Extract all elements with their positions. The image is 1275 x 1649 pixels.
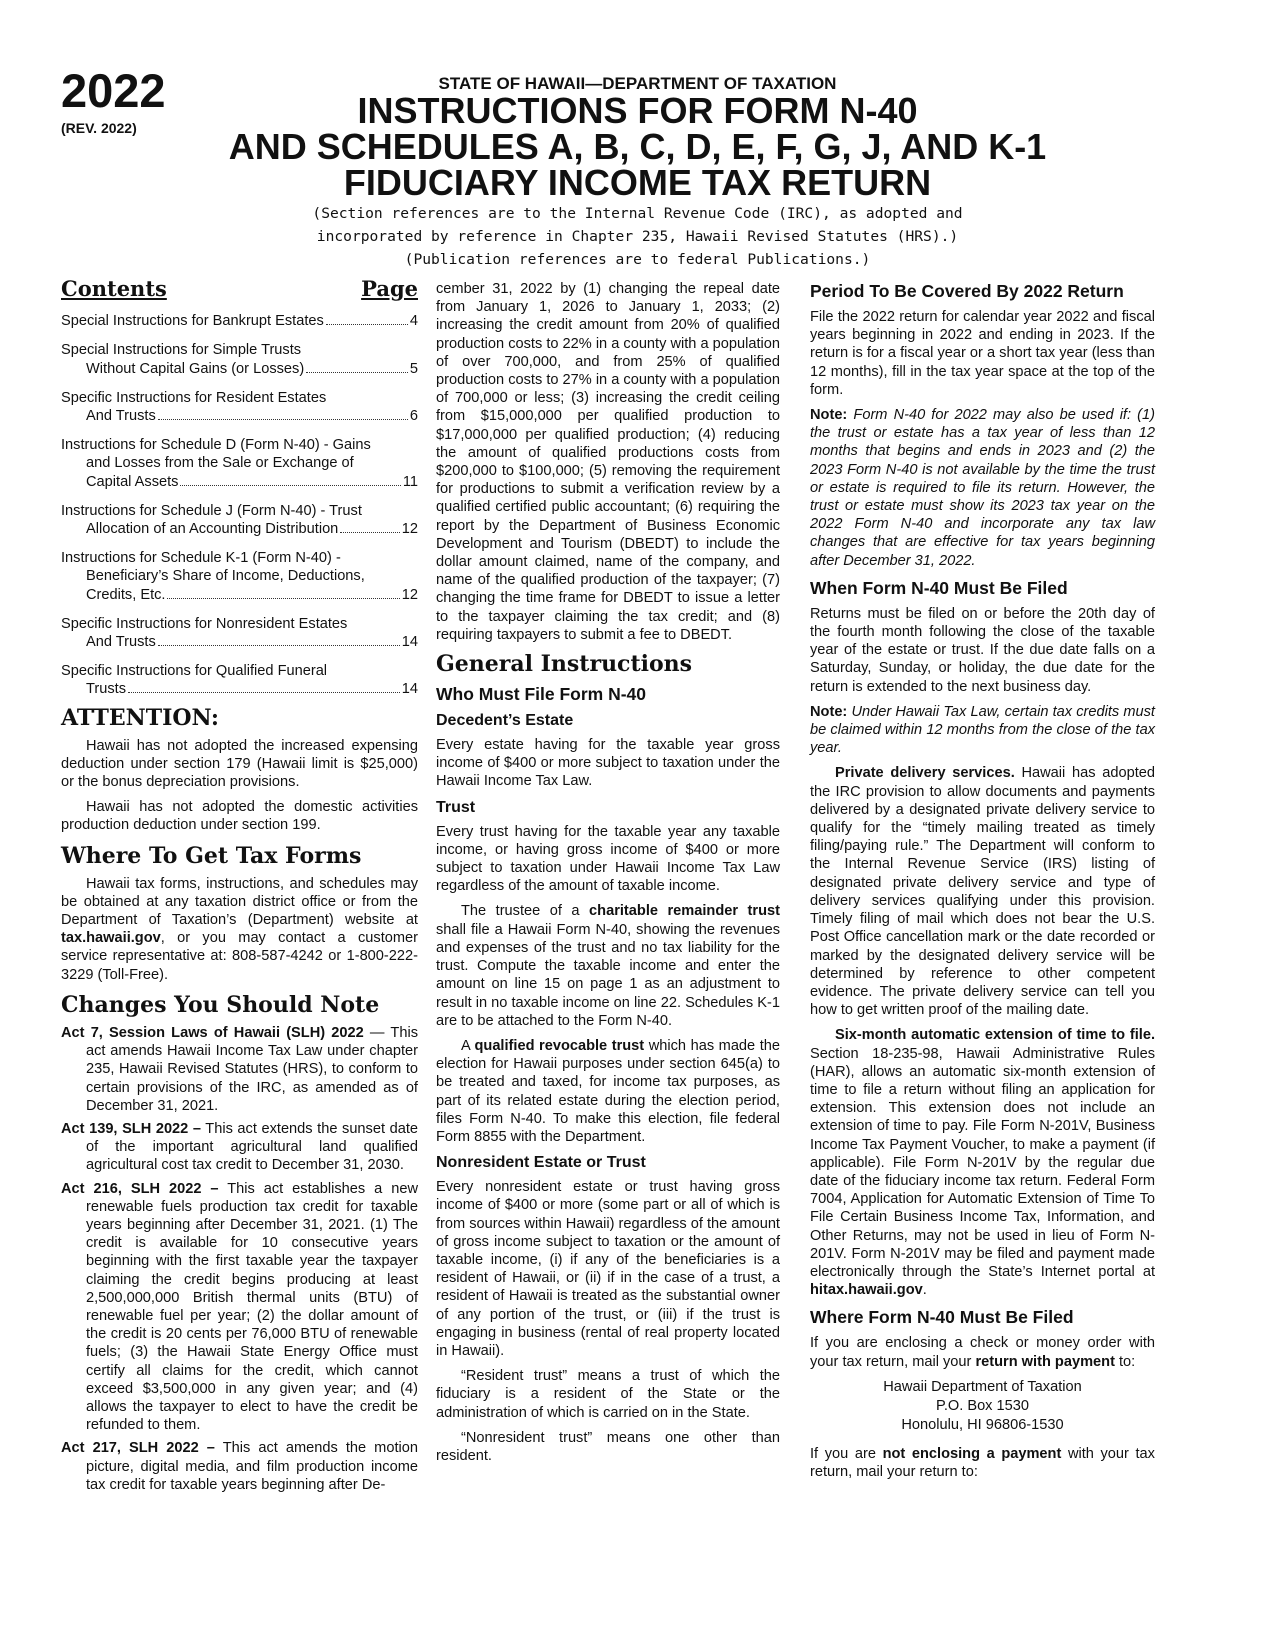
subtitle-line-1: (Section references are to the Internal Revenue Code (IRC), as adopted and (312, 205, 963, 222)
nonresident-paragraph: Every nonresident estate or trust having gross income of $400 or more (some part or all of which is from sources within Hawaii) regardless of the amount of gross income subject to taxation or the amount of taxable income, (i) if any of the beneficiaries is a resident of Hawaii, or (ii) if in the case of a trust, a resident of Hawaii is treated as the substantial owner of any portion of the trust, or (iii) if the trust is engaging in business (rental of real property located in Hawaii). (436, 1179, 780, 1359)
page-heading: Page (361, 276, 418, 301)
period-paragraph: File the 2022 return for calendar year 2022 and fiscal years beginning in 2022 and ending in 2023. If the return is for a fiscal year or a short tax year (less than 12 months), fill in the tax year space at the top of the form. (810, 309, 1155, 398)
toc-item[interactable] (61, 662, 418, 698)
decedent-estate-heading: Decedent’s Estate (436, 712, 574, 730)
where-forms-paragraph: Hawaii tax forms, instructions, and schedules may be obtained at any taxation district office or from the Department of Taxation’s (Department) website at tax.hawaii.gov, or you may contact a customer service representative at: 808-587-4242 or 1-800-222-3229 (Toll-Free). (61, 875, 418, 983)
where-forms-heading: Where To Get Tax Forms (61, 842, 362, 869)
toc-label: Special Instructions for Simple Trusts (61, 342, 302, 359)
change-act-217: Act 217, SLH 2022 – This act amends the motion picture, digital media, and film production income tax credit for taxable years beginning after De- (61, 1440, 418, 1493)
extension-paragraph: Six-month automatic extension of time to file. Section 18-235-98, Hawaii Administrative Rules (HAR), allows an automatic six-month extension of time to file a return without filing an application for extension. This extension does not include an extension of time to pay. File Form N-201V, Business Income Tax Payment Voucher, to make a payment (if applicable). File Form N-201V by the regular due date of the fiduciary income tax return. Federal Form 7004, Application for Automatic Extension of Time To File Certain Business Income Tax, Information, and Other Returns, may not be used in lieu of Form N-201V. Form N-201V may be filed and payment made electronically through the State’s Internet portal at hitax.hawaii.gov. (810, 1027, 1155, 1299)
period-note: Note: Form N-40 for 2022 may also be used if: (1) the trust or estate has a tax year of less than 12 months that begins and ends in 2023 and (2) the 2023 Form N-40 is not available by the time the trust or estate is required to file its return. However, the trust or estate must show its 2023 tax year on the 2022 Form N-40 and incorporate any tax law changes that are effective for tax years beginning after December 31, 2022. (810, 407, 1155, 569)
toc-page: 12 (401, 521, 418, 538)
toc-item[interactable] (61, 502, 418, 538)
charitable-trust-paragraph: The trustee of a charitable remainder trust shall file a Hawaii Form N-40, showing the revenues and expenses of the trust and no tax liability for the trust. Compute the taxable income and enter the amount on line 15 on page 1 as an adjustment to result in no taxable income on line 22. Schedules K-1 are to be attached to the Form N-40. (436, 903, 780, 1029)
address-line: Hawaii Department of Taxation (883, 1378, 1082, 1395)
toc-label-cont: Without Capital Gains (or Losses) (86, 360, 305, 377)
when-heading: When Form N-40 Must Be Filed (810, 577, 1068, 598)
toc-page: 14 (401, 634, 418, 651)
toc-label: Instructions for Schedule D (Form N-40) - Gains (61, 437, 371, 454)
mailing-address (810, 1378, 1155, 1435)
nonresident-heading: Nonresident Estate or Trust (436, 1154, 646, 1172)
toc-label-cont: Allocation of an Accounting Distribution (86, 521, 339, 538)
toc-label-cont: Credits, Etc. (86, 586, 166, 603)
title-line-3: FIDUCIARY INCOME TAX RETURN (343, 162, 932, 203)
contents-heading: Contents (61, 276, 167, 301)
toc-label: Specific Instructions for Qualified Funeral (61, 663, 328, 680)
attention-paragraph: Hawaii has not adopted the increased expensing deduction under section 179 (Hawaii limit is $25,000) or the bonus depreciation provisions. (61, 737, 418, 791)
change-act-139: Act 139, SLH 2022 – This act extends the sunset date of the important agricultural land qualified agricultural cost tax credit to December 31, 2030. (61, 1120, 418, 1174)
tax-website-link[interactable]: tax.hawaii.gov (61, 930, 161, 947)
toc-item[interactable] (61, 436, 418, 491)
column-1 (61, 276, 418, 1499)
attention-paragraph: Hawaii has not adopted the domestic activities production deduction under section 199. (61, 799, 418, 834)
column-2 (436, 280, 780, 1472)
when-paragraph: Returns must be filed on or before the 20th day of the fourth month following the close of the taxable year of the estate or trust. If the due date falls on a Saturday, Sunday, or holiday, the due date for the return is extended to the next business day. (810, 605, 1155, 695)
change-act-216: Act 216, SLH 2022 – This act establishes a new renewable fuels production tax credit for taxable years beginning after December 31, 2021. (1) The credit is available for 10 consecutive years beginning with the first taxable year the taxpayer claiming the credit begins producing at least 2,500,000,000 British thermal units (BTU) of renewable fuel per year; (2) the dollar amount of the credit is 20 cents per 76,000 BTU of renewable fuels; (3) the Hawaii State Energy Office must certify all claims for the credit, which cannot exceed $3,500,000 in any given year; and (4) allows the taxpayer to elect to have the credit be refunded to them. (61, 1180, 418, 1434)
change-act-217-continued: cember 31, 2022 by (1) changing the repeal date from January 1, 2026 to January 1, 2033; (2) increasing the credit amount from 20% of qualified production costs to 22% in a county with a population of over 700,000, and from 25% of qualified production costs to 27% in a county with a population of 700,000 or less; (3) increasing the credit ceiling from $15,000,000 per qualified production to $17,000,000 per qualified production; (4) reducing the amount of qualified productions costs from $200,000 to $100,000; (5) removing the requirement for productions to submit a verification review by a qualified certified public accountant; (6) requiring the report by the Department of Business Economic Development and Tourism (DBEDT) to include the dollar amount claimed, name of the company, and name of the qualified production of the taxpayer; (7) changing the time frame for DBEDT to issue a letter to the taxpayer claiming the tax credit; and (8) requiring taxpayers to submit a fee to DBEDT. (436, 281, 780, 643)
private-delivery-paragraph: Private delivery services. Hawaii has adopted the IRC provision to allow documents and payments delivered by a designated private delivery service to qualify for the “timely mailing treated as timely filing/paying rule.” The Department will conform to the Internal Revenue Service (IRS) listing of designated private delivery service and type of delivery services qualifying under this provision. Timely filing of mail which does not bear the U.S. Post Office cancellation mark or the date recorded or marked by the designated delivery service will be determined by reference to other competent evidence. The private delivery service can tell you how to get written proof of the mailing date. (810, 765, 1155, 1019)
revision-label: (REV. 2022) (61, 120, 137, 136)
toc-label: Instructions for Schedule J (Form N-40) - Trust (61, 502, 362, 519)
who-must-file-heading: Who Must File Form N-40 (436, 684, 646, 705)
when-note: Note: Under Hawaii Tax Law, certain tax credits must be claimed within 12 months from the close of the tax year. (810, 703, 1155, 757)
toc-page: 11 (402, 473, 418, 490)
no-payment-paragraph: If you are not enclosing a payment with your tax return, mail your return to: (810, 1445, 1155, 1480)
toc-label: Specific Instructions for Nonresident Estates (61, 615, 348, 632)
toc-label: Instructions for Schedule K-1 (Form N-40) - (61, 550, 341, 567)
trust-heading: Trust (436, 798, 476, 816)
decedent-estate-paragraph: Every estate having for the taxable year gross income of $400 or more subject to taxation under the Hawaii Income Tax Law. (436, 737, 780, 790)
revocable-trust-paragraph: A qualified revocable trust which has made the election for Hawaii purposes under section 645(a) to be treated and taxed, for income tax purposes, as part of its related estate during the election period, files Form N-40. To make this election, file federal Form 8855 with the Department. (436, 1037, 781, 1145)
column-3 (810, 280, 1155, 1488)
resident-trust-definition: “Resident trust” means a trust of which the fiduciary is a resident of the State or the administration of which is carried on in the State. (436, 1368, 780, 1421)
address-line: Honolulu, HI 96806-1530 (901, 1416, 1064, 1433)
change-act-7: Act 7, Session Laws of Hawaii (SLH) 2022 — This act amends Hawaii Income Tax Law under chapter 235, Hawaii Revised Statutes (HRS), to conform to certain provisions of the IRC, as amended as of December 31, 2021. (61, 1024, 418, 1114)
nonresident-trust-definition: “Nonresident trust” means one other than resident. (436, 1429, 780, 1464)
hitax-link[interactable]: hitax.hawaii.gov (810, 1282, 923, 1299)
toc-label-cont: And Trusts (86, 408, 156, 425)
where-file-heading: Where Form N-40 Must Be Filed (810, 1307, 1074, 1328)
trust-paragraph: Every trust having for the taxable year any taxable income, or having gross income of $400 or more subject to taxation under Hawaii Income Tax Law regardless of the amount of taxable income. (436, 823, 780, 895)
toc-item[interactable] (61, 341, 418, 377)
toc-page: 6 (409, 408, 418, 425)
subtitle-line-2: incorporated by reference in Chapter 235, Hawaii Revised Statutes (HRS).) (316, 228, 959, 245)
subtitle-line-3: (Publication references are to federal Publications.) (404, 251, 871, 268)
toc-item[interactable] (61, 389, 418, 425)
toc-item[interactable] (61, 549, 418, 604)
toc-label: Special Instructions for Bankrupt Estates (61, 313, 324, 330)
toc-item[interactable] (61, 312, 418, 330)
toc-label-cont: And Trusts (86, 634, 156, 651)
toc-page: 4 (409, 313, 418, 330)
toc-label-cont: Trusts (86, 681, 126, 698)
toc-label: Specific Instructions for Resident Estates (61, 389, 327, 406)
toc-page: 14 (401, 681, 418, 698)
toc-item[interactable] (61, 615, 418, 651)
document-header (170, 74, 1105, 270)
toc-label-cont: Capital Assets (86, 473, 179, 490)
period-heading: Period To Be Covered By 2022 Return (810, 281, 1124, 301)
changes-heading: Changes You Should Note (61, 991, 380, 1018)
attention-heading: ATTENTION: (61, 704, 219, 731)
toc-page: 12 (401, 586, 418, 603)
form-year: 2022 (61, 64, 166, 117)
toc-label-mid: and Losses from the Sale or Exchange of (86, 455, 354, 472)
title-line-1: INSTRUCTIONS FOR FORM N-40 (357, 90, 918, 131)
agency-name: STATE OF HAWAII—DEPARTMENT OF TAXATION (438, 74, 837, 93)
contents-header (61, 276, 418, 301)
title-line-2: AND SCHEDULES A, B, C, D, E, F, G, J, AND K-1 (228, 126, 1047, 167)
address-line: P.O. Box 1530 (935, 1397, 1030, 1414)
with-payment-paragraph: If you are enclosing a check or money order with your tax return, mail your return with payment to: (810, 1335, 1155, 1370)
general-instructions-heading: General Instructions (436, 651, 693, 678)
toc-page: 5 (409, 360, 418, 377)
toc-label-mid: Beneficiary’s Share of Income, Deductions, (86, 568, 365, 585)
